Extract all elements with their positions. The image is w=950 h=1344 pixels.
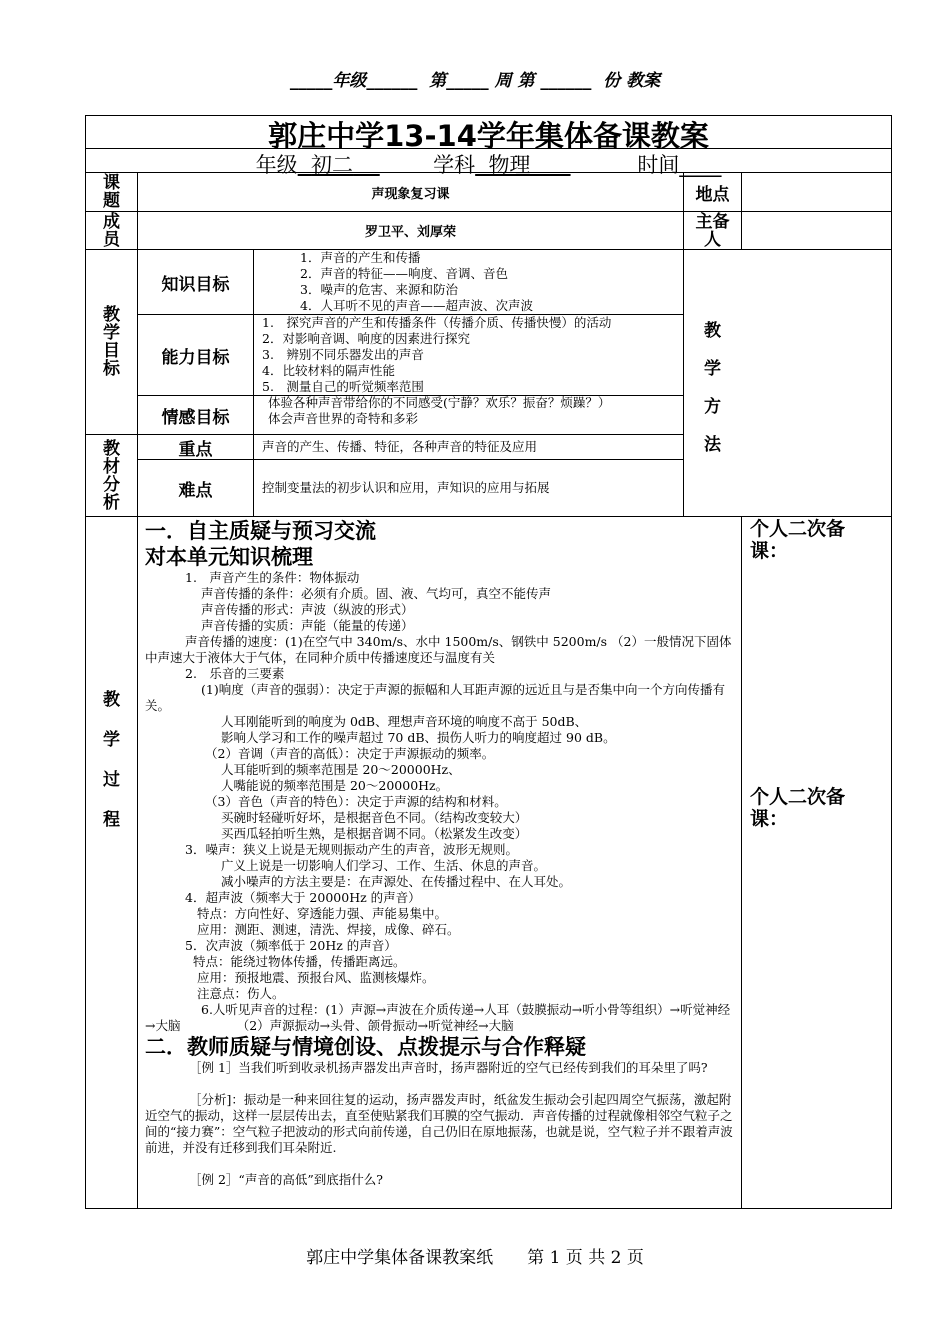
page-header: _____年级______ 第_____ 周 第 ______ 份 教案 [289,71,661,91]
key-label: 重点 [178,439,213,460]
example-1-analysis: ［分析]：振动是一种来回往复的运动，扬声器发声时，纸盆发生振动会引起四周空气振荡，激起附近空气的振动，这样一层层传出去，直至使贴紧我们耳膜的空气振动．声音传播的过程就像相邻空气粒子之间的“接力赛”：空气粒子把波动的形式向前传递，自己仍旧在原地振荡，也就是说，空气粒子并不跟着声波前进，并没有迁移到我们耳朵附近. [145,1092,733,1155]
place-label: 地点 [695,184,730,205]
section-1-title: 一．自主质疑与预习交流 [145,519,376,543]
process-content: 一．自主质疑与预习交流 对本单元知识梳理 1. 声音产生的条件：物体振动 声音传播的条件：必须有介质。固、液、气均可，真空不能传声 声音传播的形式：声波（纵波的形式） 声音传播的实质：声能（能量的传递） 声音传播的速度：(1)在空气中 340m/s、水中 1500m/s、钢铁中 5200m/s （2）一般情况下固体中声速大于液体大于气体，在同种介质中传播速度还与温度有关 2. 乐音的三要素 (1)响度（声音的强弱）：决定于声源的振幅和人耳距声源的远近且与是否集中向一个方向传播有关。 人耳刚能听到的响度为 0dB、理想声音环境的响度不高于 50dB、 影响人学习和工作的噪声超过 70 dB、损伤人听力的响度超过 90 dB。 （2）音调（声音的高低）：决定于声源振动的频率。 人耳能听到的频率范围是 20～20000Hz、 人嘴能说的频率范围是 20～20000Hz。 （3）音色（声音的特色）：决定于声源的结构和材料。 买碗时轻碰听好坏，是根据音色不同。（结构改变较大） 买西瓜轻拍听生熟，是根据音调不同。（松紧发生改变） 3．噪声：狭义上说是无规则振动产生的声音，波形无规则。 广义上说是一切影响人们学习、工作、生活、休息的声音。 减小噪声的方法主要是：在声源处、在传播过程中、在人耳处。 4．超声波（频率大于 20000Hz 的声音） 特点：方向性好、穿透能力强、声能易集中。 应用：测距、测速，清洗、焊接，成像、碎石。 5．次声波（频率低于 20Hz 的声音） 特点：能绕过物体传播，传播距离远。 应用：预报地震、预报台风、监测核爆炸。 注意点：伤人。 6.人听见声音的过程：(1）声源→声波在介质传递→人耳（鼓膜振动→听小骨等组织）→听觉神经→大脑 （2）声源振动→头骨、颌骨振动→听觉神经→大脑 二．教师质疑与情境创设、点拨提示与合作释疑 ［例 1］当我们听到收录机扬声器发出声音时，扬声器附近的空气已经传到我们的耳朵里了吗? ［分析]：振动是一种来回往复的运动，扬声器发声时，纸盆发生振动会引起四周空气振荡，激起附近空气的振动，这样一层层传出去，直至使贴紧我们耳膜的空气振动．声音传播的过程就像相邻空气粒子之间的“接力赛”：空气粒子把波动的形式向前传递，自己仍旧在原地振荡，也就是说，空气粒子并不跟着声波前进，并没有迁移到我们耳朵附近. ［例 2］“声音的高低”到底指什么? [145,518,737,1188]
personal-note-1: 个人二次备课： [750,518,846,562]
goals-label: 教学目标 [103,305,120,379]
ability-list: 1. 探究声音的产生和传播条件（传播介质、传播快慢）的活动 2．对影响音调、响度的因素进行探究 3. 辨别不同乐器发出的声音 4．比较材料的隔声性能 5. 测量自己的听觉频率范围 [262,315,612,394]
lead-label: 主备人 [695,211,730,250]
emotion-list: 体验各种声音带给你的不同感受(宁静？欢乐？振奋？烦躁？） 体会声音世界的奇特和多彩 [268,395,611,426]
section-2-title: 二．教师质疑与情境创设、点拨提示与合作释疑 [145,1035,586,1059]
personal-note-2: 个人二次备课： [750,786,846,830]
example-1: ［例 1］当我们听到收录机扬声器发出声音时，扬声器附近的空气已经传到我们的耳朵里了吗? [189,1060,708,1075]
difficulty-value: 控制变量法的初步认识和应用，声知识的应用与拓展 [262,480,550,495]
members-value: 罗卫平、刘厚荣 [364,225,456,240]
topic-value: 声现象复习课 [371,186,450,202]
method-label: 教学方法 [704,321,721,455]
document-subtitle: 年级 初二 学科 物理 时间____ [255,153,722,177]
knowledge-list: 1．声音的产生和传播 2．声音的特征——响度、音调、音色 3．噪声的危害、来源和防治 4．人耳听不见的声音——超声波、次声波 [300,250,533,313]
page-footer: 郭庄中学集体备课教案纸 第 1 页 共 2 页 [306,1248,644,1268]
difficulty-label: 难点 [178,480,213,501]
section-1-subtitle: 对本单元知识梳理 [145,545,313,569]
emotion-label: 情感目标 [161,407,230,428]
topic-label: 课题 [103,173,120,211]
key-value: 声音的产生、传播、特征，各种声音的特征及应用 [262,439,538,454]
members-label: 成员 [103,211,120,250]
knowledge-label: 知识目标 [161,274,230,295]
ability-label: 能力目标 [161,347,230,368]
example-2: ［例 2］“声音的高低”到底指什么? [189,1172,383,1187]
analysis-label: 教材分析 [103,438,120,513]
process-label: 教学过程 [103,690,120,830]
document-title: 郭庄中学13-14学年集体备课教案 [268,119,709,153]
